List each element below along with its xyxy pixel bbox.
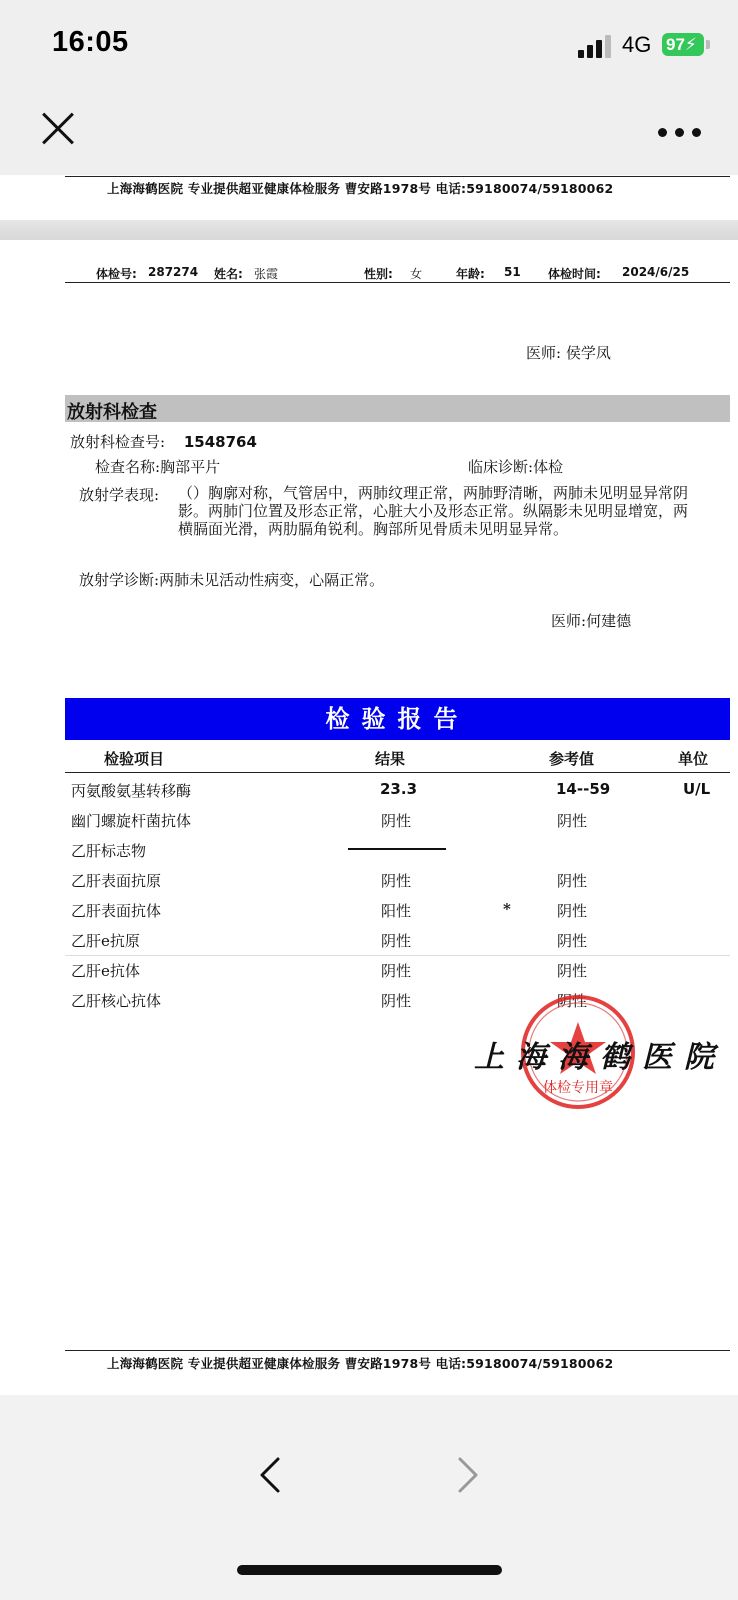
exam-name-row: [95, 456, 220, 477]
row-ref: 阴性: [557, 992, 588, 1010]
lab-report-title: 检验报告: [65, 698, 730, 740]
row-result: 阴性: [381, 962, 412, 980]
close-icon[interactable]: [40, 111, 76, 147]
table-row: [65, 900, 730, 930]
exam-name-label: 检查名称:: [95, 458, 161, 476]
table-row: [65, 870, 730, 900]
doctor-label: 医师:: [551, 612, 587, 630]
signal-icon: [578, 34, 614, 58]
row-ref: 阴性: [557, 812, 588, 830]
hospital-signature: 上海海鹤医院: [474, 1040, 726, 1075]
table-row: [65, 840, 730, 870]
patient-age: 51: [504, 265, 521, 279]
header-unit: 单位: [678, 750, 709, 768]
page-footer: 上海海鹤医院 专业提供超亚健康体检服务 曹安路1978号 电话:59180074/59180062: [107, 181, 614, 196]
radiology-no: 1548764: [183, 433, 257, 451]
row-ref: 阴性: [557, 962, 588, 980]
diagnosis-label: 放射学诊断:: [79, 571, 160, 589]
header-ref: 参考值: [549, 750, 595, 768]
doctor-name: 何建德: [586, 612, 632, 630]
patient-sex: 女: [410, 267, 423, 281]
table-row: [65, 960, 730, 990]
battery-icon: 97⚡: [662, 33, 704, 56]
row-result: 阴性: [381, 992, 412, 1010]
document-page: [0, 240, 738, 1395]
chevron-right-icon[interactable]: [456, 1455, 480, 1495]
radiology-no-label: 放射科检查号:: [70, 433, 166, 451]
clinical-diagnosis: 体检: [533, 458, 564, 476]
table-row: [65, 780, 730, 810]
exam-id: 287274: [148, 265, 199, 279]
name-label: 姓名:: [214, 267, 243, 281]
radiology-finding: （）胸廓对称，气管居中，两肺纹理正常，两肺野清晰，两肺未见明显异常阴影。两肺门位置及形态正常，心脏大小及形态正常。纵隔影未见明显增宽，两横膈面光滑，两肋膈角锐利。胸部所见骨质未见明显异常。: [178, 484, 689, 538]
table-row: [65, 810, 730, 840]
section-title: 放射科检查: [67, 402, 157, 423]
status-time: 16:05: [52, 26, 129, 58]
page-footer: 上海海鹤医院 专业提供超亚健康体检服务 曹安路1978号 电话:59180074/59180062: [107, 1356, 614, 1371]
row-result: 阴性: [381, 872, 412, 890]
more-icon[interactable]: [658, 128, 702, 138]
row-divider: [65, 955, 730, 956]
row-name: 幽门螺旋杆菌抗体: [71, 812, 192, 830]
document-page-previous: [0, 175, 738, 220]
doctor-2: [551, 610, 631, 631]
seal-text: 体检专用章: [543, 1080, 613, 1096]
row-name: 乙肝表面抗体: [71, 902, 162, 920]
header-item: 检验项目: [104, 750, 165, 768]
battery-level: 97: [666, 35, 685, 54]
row-result: 阳性: [381, 902, 412, 920]
row-ref: 14--59: [556, 780, 611, 798]
row-unit: U/L: [683, 780, 711, 798]
radiology-no-row: [70, 431, 257, 452]
clinical-label: 临床诊断:: [468, 458, 534, 476]
battery-cap: [706, 40, 710, 49]
clinical-row: [468, 456, 563, 477]
exam-id-label: 体检号:: [96, 267, 137, 281]
chevron-left-icon[interactable]: [258, 1455, 282, 1495]
radiology-section-header: [65, 395, 730, 422]
row-name: 乙肝e抗体: [71, 962, 140, 980]
exam-name: 胸部平片: [160, 458, 221, 476]
date-label: 体检时间:: [548, 267, 601, 281]
row-name: 乙肝表面抗原: [71, 872, 162, 890]
doctor-1: [526, 342, 611, 363]
exam-date: 2024/6/25: [622, 265, 690, 279]
row-name: 丙氨酸氨基转移酶: [71, 782, 192, 800]
nav-bar: [0, 95, 738, 175]
patient-name: 张霞: [254, 267, 279, 281]
page-gap: [0, 220, 738, 240]
finding-label: 放射学表现:: [79, 486, 160, 504]
home-indicator[interactable]: [237, 1565, 502, 1575]
row-result: 阴性: [381, 932, 412, 950]
sex-label: 性别:: [364, 267, 393, 281]
row-name: 乙肝核心抗体: [71, 992, 162, 1010]
row-result: 阴性: [381, 812, 412, 830]
row-flag: *: [503, 900, 511, 918]
diagnosis-row: [79, 569, 384, 590]
row-result: 23.3: [380, 780, 418, 798]
network-type: 4G: [622, 32, 652, 57]
status-bar: [0, 0, 738, 95]
row-ref: 阴性: [557, 872, 588, 890]
radiology-diagnosis: 两肺未见活动性病变，心隔正常。: [159, 571, 385, 589]
age-label: 年龄:: [456, 267, 485, 281]
row-ref: 阴性: [557, 902, 588, 920]
row-name: 乙肝e抗原: [71, 932, 140, 950]
doctor-label: 医师:: [526, 344, 562, 362]
row-ref: 阴性: [557, 932, 588, 950]
row-name: 乙肝标志物: [71, 842, 147, 860]
header-result: 结果: [375, 750, 406, 768]
doctor-name: 侯学凤: [565, 344, 611, 362]
